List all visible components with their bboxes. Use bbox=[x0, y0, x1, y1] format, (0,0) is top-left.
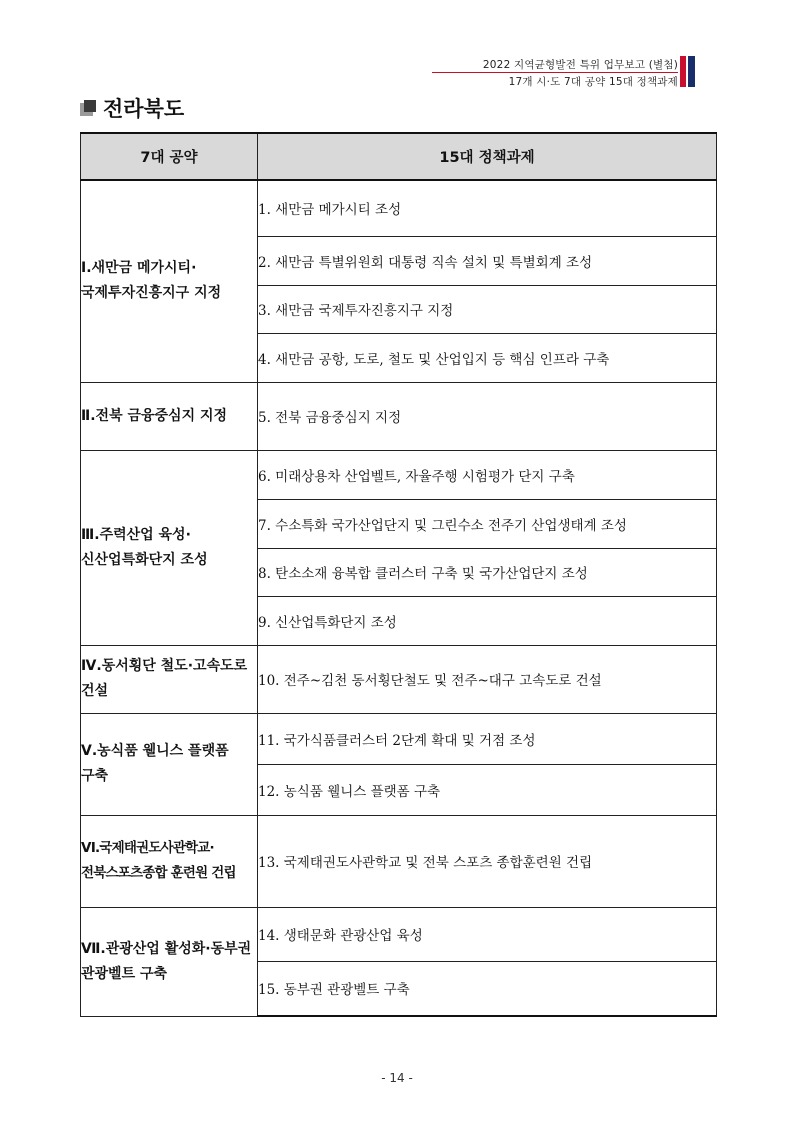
policy-table bbox=[80, 132, 717, 1017]
header-line2: 17개 시·도 7대 공약 15대 정책과제 bbox=[508, 76, 678, 88]
pledge-cell bbox=[81, 382, 258, 450]
pledge-text: 주력산업 육성·신산업특화단지 조성 bbox=[81, 526, 208, 568]
table-row bbox=[81, 713, 717, 764]
pledge-text: 농식품 웰니스 플랫폼 구축 bbox=[81, 743, 229, 784]
pledge-cell bbox=[81, 450, 258, 645]
table-row bbox=[81, 645, 717, 713]
task-cell: 3. 새만금 국제투자진흥지구 지정 bbox=[258, 285, 717, 333]
header-red-bar bbox=[680, 56, 686, 87]
pledge-cell bbox=[81, 645, 258, 713]
task-cell: 11. 국가식품클러스터 2단계 확대 및 거점 조성 bbox=[258, 713, 717, 764]
task-cell: 5. 전북 금융중심지 지정 bbox=[258, 382, 717, 450]
header-line1: 2022 지역균형발전 특위 업무보고 (별첨) bbox=[482, 59, 678, 71]
pledge-cell bbox=[81, 815, 258, 907]
page-number: - 14 - bbox=[381, 1071, 413, 1085]
col-header-tasks: 15대 정책과제 bbox=[258, 133, 717, 180]
section-heading bbox=[80, 93, 184, 123]
task-cell: 12. 농식품 웰니스 플랫폼 구축 bbox=[258, 764, 717, 815]
table-row bbox=[81, 907, 717, 961]
task-cell: 4. 새만금 공항, 도로, 철도 및 산업입지 등 핵심 인프라 구축 bbox=[258, 333, 717, 382]
pledge-cell bbox=[81, 180, 258, 382]
task-cell: 14. 생태문화 관광산업 육성 bbox=[258, 907, 717, 961]
pledge-number: Ⅰ. bbox=[81, 260, 92, 277]
task-cell: 10. 전주~김천 동서횡단철도 및 전주~대구 고속도로 건설 bbox=[258, 645, 717, 713]
pledge-text: 새만금 메가시티·국제투자진흥지구 지정 bbox=[81, 260, 222, 302]
task-cell: 15. 동부권 관광벨트 구축 bbox=[258, 961, 717, 1016]
pledge-number: Ⅳ. bbox=[81, 658, 102, 674]
header-navy-bar bbox=[688, 56, 695, 87]
table-row bbox=[81, 180, 717, 236]
pledge-text: 동서횡단 철도·고속도로 건설 bbox=[81, 658, 248, 699]
pledge-number: Ⅱ. bbox=[81, 407, 96, 424]
task-cell: 2. 새만금 특별위원회 대통령 직속 설치 및 특별회계 조성 bbox=[258, 236, 717, 285]
table-row bbox=[81, 450, 717, 499]
pledge-cell bbox=[81, 907, 258, 1016]
table-row bbox=[81, 382, 717, 450]
col-header-pledges: 7대 공약 bbox=[81, 133, 258, 180]
pledge-number: Ⅵ. bbox=[81, 840, 100, 856]
task-cell: 1. 새만금 메가시티 조성 bbox=[258, 180, 717, 236]
table-header-row bbox=[81, 133, 717, 180]
table-row bbox=[81, 815, 717, 907]
section-title: 전라북도 bbox=[103, 97, 185, 121]
pledge-number: Ⅶ. bbox=[81, 940, 106, 957]
task-cell: 9. 신산업특화단지 조성 bbox=[258, 596, 717, 645]
task-cell: 7. 수소특화 국가산업단지 및 그린수소 전주기 산업생태계 조성 bbox=[258, 499, 717, 548]
pledge-number: Ⅴ. bbox=[81, 743, 98, 759]
task-cell: 6. 미래상용차 산업벨트, 자율주행 시험평가 단지 구축 bbox=[258, 450, 717, 499]
pledge-text: 국제태권도사관학교·전북스포츠종합 훈련원 건립 bbox=[81, 840, 236, 881]
task-cell: 8. 탄소소재 융복합 클러스터 구축 및 국가산업단지 조성 bbox=[258, 548, 717, 596]
task-cell: 13. 국제태권도사관학교 및 전북 스포츠 종합훈련원 건립 bbox=[258, 815, 717, 907]
header-rule bbox=[432, 72, 678, 73]
pledge-number: Ⅲ. bbox=[81, 526, 100, 543]
square-bullet-icon bbox=[80, 100, 96, 116]
pledge-text: 관광산업 활성화·동부권 관광벨트 구축 bbox=[81, 940, 252, 982]
pledge-cell bbox=[81, 713, 258, 815]
pledge-text: 전북 금융중심지 지정 bbox=[95, 407, 228, 424]
